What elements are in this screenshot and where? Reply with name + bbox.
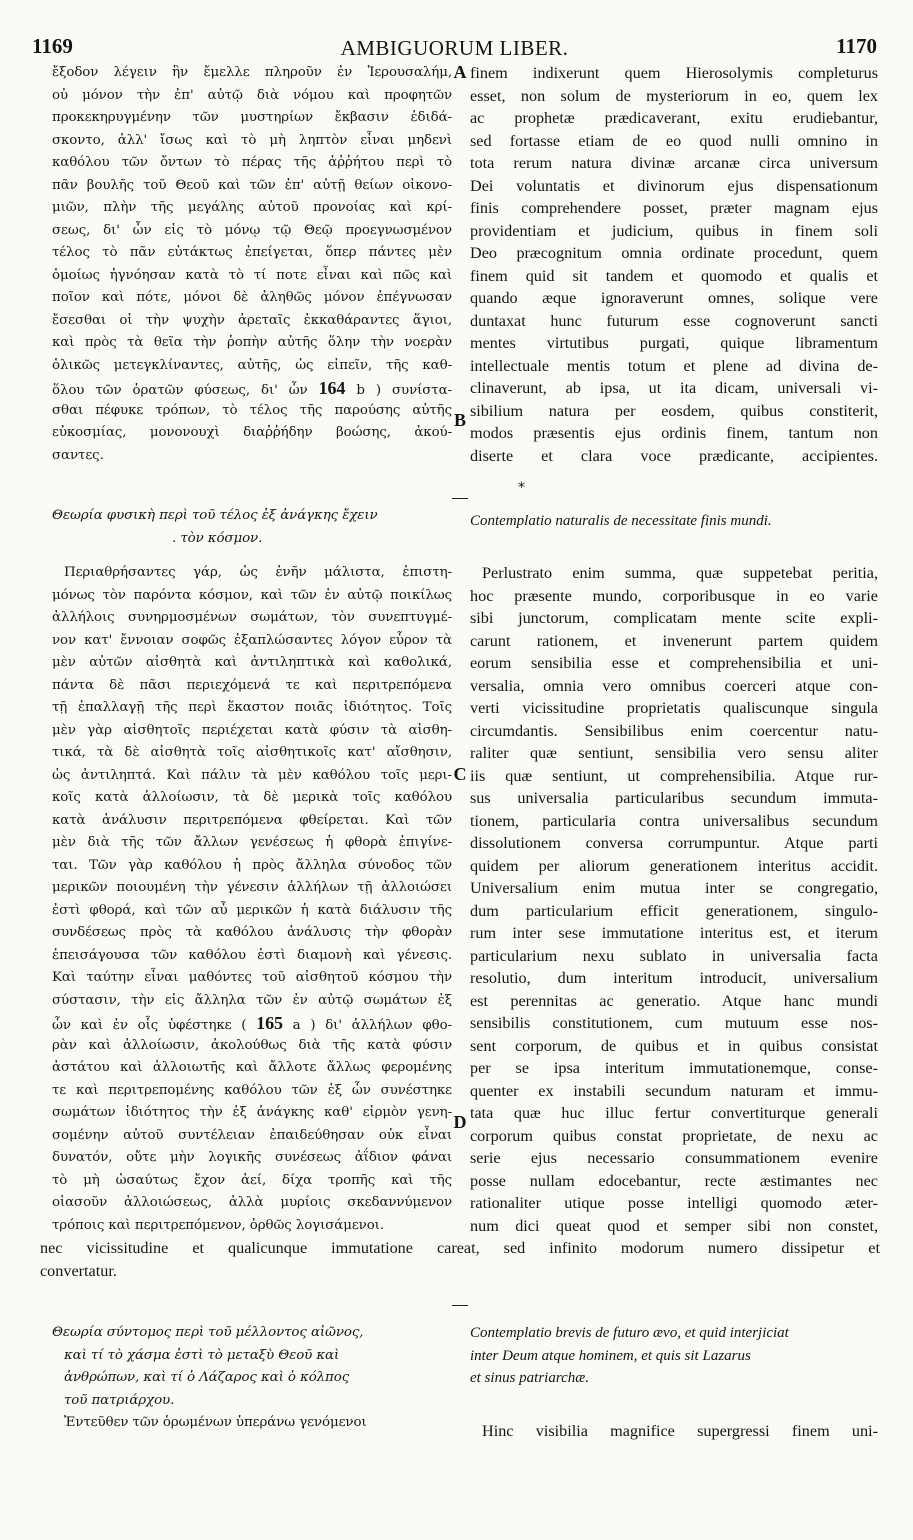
text-line: Universalium enim mutua inter se congregatio, — [470, 879, 878, 897]
text-line: clinaverunt, ab ipsa, ut ita dicam, universali vi- — [470, 379, 878, 397]
text-line: Hinc visibilia magnifice supergressi finem uni- — [482, 1422, 878, 1440]
text-line: ποῖον καὶ πότε, μόνοι δὲ ἀληθῶς μόνον ἐπέγνωσαν — [52, 290, 452, 305]
text-line: duntaxat hunc futurum esse cognoverunt sancti — [470, 311, 878, 330]
text-line: κοῖς κατὰ ἀλλοίωσιν, τὰ δὲ μερικὰ τοῖς καθόλου — [52, 790, 452, 805]
page-number-left: 1169 — [32, 34, 73, 58]
margin-letter-d: D — [453, 1112, 467, 1132]
text-line: Perlustrato enim summa, quæ suppetebat peritia, — [482, 564, 878, 582]
text-line: resolutio, dum interitum introducit, universalium — [470, 969, 878, 987]
full-width-continuation — [40, 1237, 880, 1282]
greek-heading-2 — [52, 1322, 452, 1435]
text-line: ὡς ἀντιληπτά. Καὶ πάλιν τὰ μὲν καθόλου τοῖς μερι- — [52, 767, 452, 783]
text-line: σθαι πέφυκε τρόπων, τὸ τέλος τῆς παρούσης αὐτῆς — [52, 402, 452, 418]
text-line: quidem per aliorum generationem interitus accidit. — [470, 856, 878, 875]
text-line — [52, 1012, 452, 1035]
text-line: τρόποις καὶ περιτρεπόμενον, ὀρθῶς λογισάμενοι. — [52, 1217, 384, 1233]
text-line: finem quid sit tandem et quomodo et qualis et — [470, 266, 878, 285]
text-line: συνδέσεως πρὸς τὰ καθόλου ἀνάλυσις τὴν φθορὰν — [52, 925, 452, 940]
text-line: καθόλου τῶν ὄντων τὸ πέρας τῆς ἀῤῥήτου περὶ τὸ — [52, 155, 452, 170]
text-line: nec vicissitudine et qualicunque immutatione careat, sed infinito modorum numero dissipetur et — [40, 1239, 880, 1257]
page-reference-165: 165 — [256, 1013, 283, 1033]
section-heading-line: τοῦ πατριάρχου. — [64, 1392, 175, 1408]
text-line: sibi junctorum, complicatam mente scite expli- — [470, 609, 878, 627]
text-line: σκοντο, ἀλλ' ἴσως καὶ τὸ μὴ ληπτὸν εἶναι μηδενὶ — [52, 132, 452, 148]
text-line: τε καὶ περιτρεπομένης καθόλου τῶν ἐξ ὧν συνέστηκε — [52, 1082, 452, 1098]
text-line: rationaliter utique posse intelligi quomodo æter- — [470, 1194, 878, 1212]
text-line: hoc præsente mundo, corporibusque in eo varie — [470, 586, 878, 605]
text-line: ἔσεσθαι οἱ τὴν ψυχὴν ἀρεταῖς ἐκκαθάραντες ἅγιοι, — [52, 312, 452, 328]
text-line: ἔξοδον λέγειν ἣν ἔμελλε πληροῦν ἐν Ἱερουσαλήμ, — [52, 65, 452, 80]
text-line: μερικῶν ποιουμένη τὴν γένεσιν ἀλλήλων τῇ ἀλλοιώσει — [52, 880, 452, 895]
text-line: sibilium natura per eosdem, quibus constiterit, — [470, 401, 878, 420]
divider — [452, 498, 468, 499]
text-line: δυνατόν, οὔτε μὴν λογικῆς συνέσεως ἀΐδιον φάναι — [52, 1150, 452, 1165]
text-line: σωμάτων ἰδιότητος τὴν ἐξ ἀνάγκης καθ' εἱρμὸν γενη- — [52, 1105, 452, 1120]
text-line: μὲν γὰρ αἰσθητοῖς περιέχεται κατὰ φύσιν τὰ αἰσθη- — [52, 722, 452, 738]
text-line: ὁμοίως ἠγνόησαν κατὰ τὸ τί ποτε εἶναι καὶ πῶς καὶ — [52, 267, 452, 283]
text-line: mentes virtutibus purgati, quique libramentum — [470, 334, 878, 352]
text-line: προκεκηρυγμένην τῶν μυστηρίων ἔκβασιν ἐδιδά- — [52, 110, 452, 125]
text-line: per se ipsa interitum immutationemque, conse- — [470, 1059, 878, 1077]
text-line: esset, non solum de mysteriorum in eo, quem lex — [470, 86, 878, 105]
text-line: Καὶ ταύτην εἶναι μαθόντες τοῦ αἰσθητοῦ κόσμου τὴν — [52, 970, 452, 985]
text-line: ac prophetæ prædicaverant, exitu erudiebantur, — [470, 109, 878, 127]
text-line: sensibilis constitutionem, cum mutuum esse nos- — [470, 1014, 878, 1032]
latin-paragraph-2 — [470, 562, 878, 1237]
text-line: σεως, δι' ὧν εἰς τὸ μόνῳ τῷ Θεῷ προεγνωσμένον — [52, 222, 452, 238]
text-line: τῇ ἐπαλλαγῇ τῆς περὶ ἕκαστον ποιᾶς ἰδιότητος. Τοῖς — [52, 700, 452, 715]
text-line: καὶ πρὸς τὰ θεῖα τὴν ῥοπὴν αὐτῆς ὅλην τὴν νοερὰν — [52, 335, 452, 350]
page-number-right: 1170 — [836, 34, 877, 58]
text-line: rum inter sese immutatione interitus est, et iterum — [470, 924, 878, 942]
section-heading-line: Θεωρία σύντομος περὶ τοῦ μέλλοντος αἰῶνος, — [52, 1325, 364, 1340]
text-line: τὸ μὴ ὡσαύτως ἔχον ἀεί, δίχα τροπῆς καὶ τῆς — [52, 1172, 452, 1188]
text-line: convertatur. — [40, 1261, 117, 1280]
text-segment: b ) συνίστα- — [356, 383, 452, 398]
text-line: finis comprehendere posset, præter magnam ejus — [470, 199, 878, 217]
text-line: sent corporum, de quibus et in quibus consistat — [470, 1036, 878, 1055]
text-line: circumdantis. Sensibilibus enim coercentur natu- — [470, 721, 878, 740]
text-segment: ὅλου τῶν ὁρατῶν φύσεως, δι' ὧν — [52, 383, 308, 398]
section-heading-line: et sinus patriarchæ. — [470, 1370, 590, 1386]
text-line: particularium nexu sublato in universalia facta — [470, 946, 878, 965]
latin-heading-1 — [470, 510, 878, 533]
greek-heading-1 — [52, 505, 452, 550]
text-line: τικά, τὰ δὲ αἰσθητὰ τοῖς αἰσθητικοῖς κατ' αἴσθησιν, — [52, 745, 452, 760]
section-heading-line: inter Deum atque hominem, et quis sit Lazarus — [470, 1347, 751, 1364]
text-line: sus universalia particularibus secundum immuta- — [470, 789, 878, 807]
text-line: posse nullam edocebantur, recte æstimantes nec — [470, 1171, 878, 1190]
text-line: ἐπεισάγουσα τῶν καθόλου ἐστὶ διαμονὴ καὶ γένεσις. — [52, 947, 452, 963]
text-line: modos præsentis ejus ordinis finem, tantum non — [470, 424, 878, 442]
text-line: providentiam et judicium, quibus in finem soli — [470, 221, 878, 240]
text-line: Ἐντεῦθεν τῶν ὁρωμένων ὑπεράνω γενόμενοι — [64, 1415, 367, 1430]
section-heading-line: Contemplatio brevis de futuro ævo, et quid interjiciat — [470, 1325, 789, 1341]
text-line: μιῶν, πλὴν τῆς μεγάλης αὐτοῦ προνοίας καὶ κρί- — [52, 200, 452, 215]
margin-letter-a: A — [453, 62, 467, 82]
text-line: πᾶν βουλῆς τοῦ Θεοῦ καὶ τῶν ἐπ' αὐτῇ θείων οἰκονο- — [52, 177, 452, 193]
latin-column — [470, 62, 878, 467]
latin-heading-2 — [470, 1322, 878, 1390]
greek-paragraph-1 — [52, 62, 452, 467]
text-line — [52, 377, 452, 400]
section-heading-line: Θεωρία φυσικὴ περὶ τοῦ τέλος ἐξ ἀνάγκης ἔχειν — [52, 508, 378, 523]
text-line: ἀστάτου καὶ ἀλλοιωτῆς καὶ ἄλλοτε ἄλλως φερομένης — [52, 1060, 452, 1075]
text-line: eorum sensibilia esse et comprehensibilia et uni- — [470, 654, 878, 672]
latin-paragraph-3 — [470, 1420, 878, 1443]
section-heading-line: ἀνθρώπων, καὶ τί ὁ Λάζαρος καὶ ὁ κόλπος — [64, 1370, 350, 1385]
text-line: πάντα δὲ πᾶσι περιεχόμενά τε καὶ περιτρεπόμενα — [52, 677, 452, 693]
text-line: μὲν αὐτῶν αἰσθητὰ καὶ ἀντιληπτικὰ καὶ καθολικά, — [52, 655, 452, 670]
text-line: versalia, omnia vero omnibus coerceri atque con- — [470, 676, 878, 695]
text-line: ἐστὶ φθορά, καὶ τῶν αὖ μερικῶν ἡ κατὰ διάλυσιν τῆς — [52, 902, 452, 918]
text-line: quenter ex instabili secundum naturam et immu- — [470, 1081, 878, 1100]
latin-paragraph-1 — [470, 62, 878, 467]
text-line: Dei voluntatis et divinorum ejus dispensationum — [470, 176, 878, 195]
section-heading-line: καὶ τί τὸ χάσμα ἐστὶ τὸ μεταξὺ Θεοῦ καὶ — [64, 1347, 340, 1363]
text-line: σομένην αὐτοῦ συντέλειαν ἐπαιδεύθησαν οὐκ εἶναι — [52, 1127, 452, 1143]
text-line: raliter quæ sentiunt, sensibilia vero sensu aliter — [470, 744, 878, 762]
text-line: ρὰν καὶ ἀλλοίωσιν, ἀκολούθως διὰ τῆς κατὰ φύσιν — [52, 1037, 452, 1053]
text-line: tata quæ huc illuc fertur convertiturque generali — [470, 1104, 878, 1122]
text-line: Deo præcognitum omnia ordinate procedunt, quem — [470, 244, 878, 262]
separator-star: * — [518, 480, 525, 496]
text-line: carunt rationem, et invenerunt partem quidem — [470, 631, 878, 650]
text-line: serie ejus necessario consummationem evenire — [470, 1149, 878, 1167]
text-line: tota rerum natura divinæ arcanæ circa universum — [470, 154, 878, 172]
text-line: tionem, particularia contra universalibus secundum — [470, 811, 878, 830]
text-line: quando æque ignoraverunt omnes, solique vere — [470, 289, 878, 307]
text-line: νον κατ' ἔννοιαν σοφῶς ἐξαπλώσαντες λόγον εὗρον τὰ — [52, 632, 452, 648]
text-line: dum particularium efficit generationem, singulo- — [470, 901, 878, 920]
text-line: intellectuale mentis totum et plene ad divina de- — [470, 356, 878, 375]
greek-column — [52, 62, 452, 467]
text-segment: a ) δι' ἀλλήλων φθο- — [292, 1018, 452, 1033]
page-reference-164: 164 — [318, 378, 346, 398]
margin-letter-b: B — [453, 410, 466, 430]
text-line: εὐκοσμίας, μονονουχὶ διαῤῥήδην βοώσης, ἀκού- — [52, 425, 452, 440]
text-line: μὲν διὰ τῆς τῶν ἄλλων γενέσεως ἡ φθορὰ ἐπιγίνε- — [52, 835, 452, 850]
text-line: ἀλλήλοις συνηρμοσμένων σωμάτων, τὸν συνεπτυγμέ- — [52, 610, 452, 625]
section-heading-line: Contemplatio naturalis de necessitate finis mundi. — [470, 513, 772, 529]
text-line: σαντες. — [52, 447, 104, 463]
text-line: κατὰ ἀνάλυσιν περιτρεπόμενα φθείρεται. Καὶ τῶν — [52, 812, 452, 828]
text-line: Περιαθρήσαντες γάρ, ὡς ἐνῆν μάλιστα, ἐπιστη- — [64, 565, 452, 580]
text-line: est perennitas ac generatio. Atque hanc mundi — [470, 991, 878, 1010]
text-line: num dici queat quod et semper sibi non constet, — [470, 1216, 878, 1235]
text-line: diserte et clara voce prædicante, accipientes. — [470, 446, 878, 465]
section-heading-line: . τὸν κόσμον. — [172, 530, 263, 546]
text-line: corporum quibus constat proprietate, de nexu ac — [470, 1126, 878, 1145]
divider — [452, 1305, 468, 1306]
text-line: οἱασοῦν ἀλλοιώσεως, ἀλλὰ μυρίοις σκεδαννύμενον — [52, 1195, 452, 1210]
text-line: finem indixerunt quem Hierosolymis completurus — [470, 64, 878, 82]
margin-letter-c: C — [453, 764, 467, 784]
text-line: sed fortasse etiam de eo quod nulli omnino in — [470, 131, 878, 150]
text-segment: ὧν καὶ ἐν οἷς ὑφέστηκε ( — [52, 1018, 247, 1033]
text-line: οὐ μόνον τὴν ἐπ' αὐτῷ διὰ νόμου καὶ προφητῶν — [52, 87, 452, 103]
greek-paragraph-2 — [52, 562, 452, 1237]
text-line: verti vicissitudine proprietatis qualiscunque singula — [470, 699, 878, 717]
text-line: μόνως τὸν παρόντα κόσμον, καὶ τῶν ἐν αὐτῷ ποικίλως — [52, 587, 452, 603]
text-line: σύστασιν, τὴν εἰς ἄλληλα τῶν ἐν αὐτῷ σωμάτων ἐξ — [52, 992, 452, 1008]
running-title: AMBIGUORUM LIBER. — [340, 36, 569, 60]
text-line: τέλος τὸ πᾶν εὐτάκτως ἐπείγεται, ὅπερ πάντες μὲν — [52, 245, 452, 260]
text-line: iis quæ sentiunt, ut comprehensibilia. Atque rur- — [470, 766, 878, 785]
text-line: ται. Τῶν γὰρ καθόλου ἡ πρὸς ἄλληλα σύνοδος τῶν — [52, 857, 452, 873]
text-line: dissolutionem conversa corrumpuntur. Atque parti — [470, 834, 878, 852]
text-line: ὁλικῶς μετεγκλίναντες, αὐτῆς, ὡς εἰπεῖν, τῆς καθ- — [52, 357, 452, 373]
